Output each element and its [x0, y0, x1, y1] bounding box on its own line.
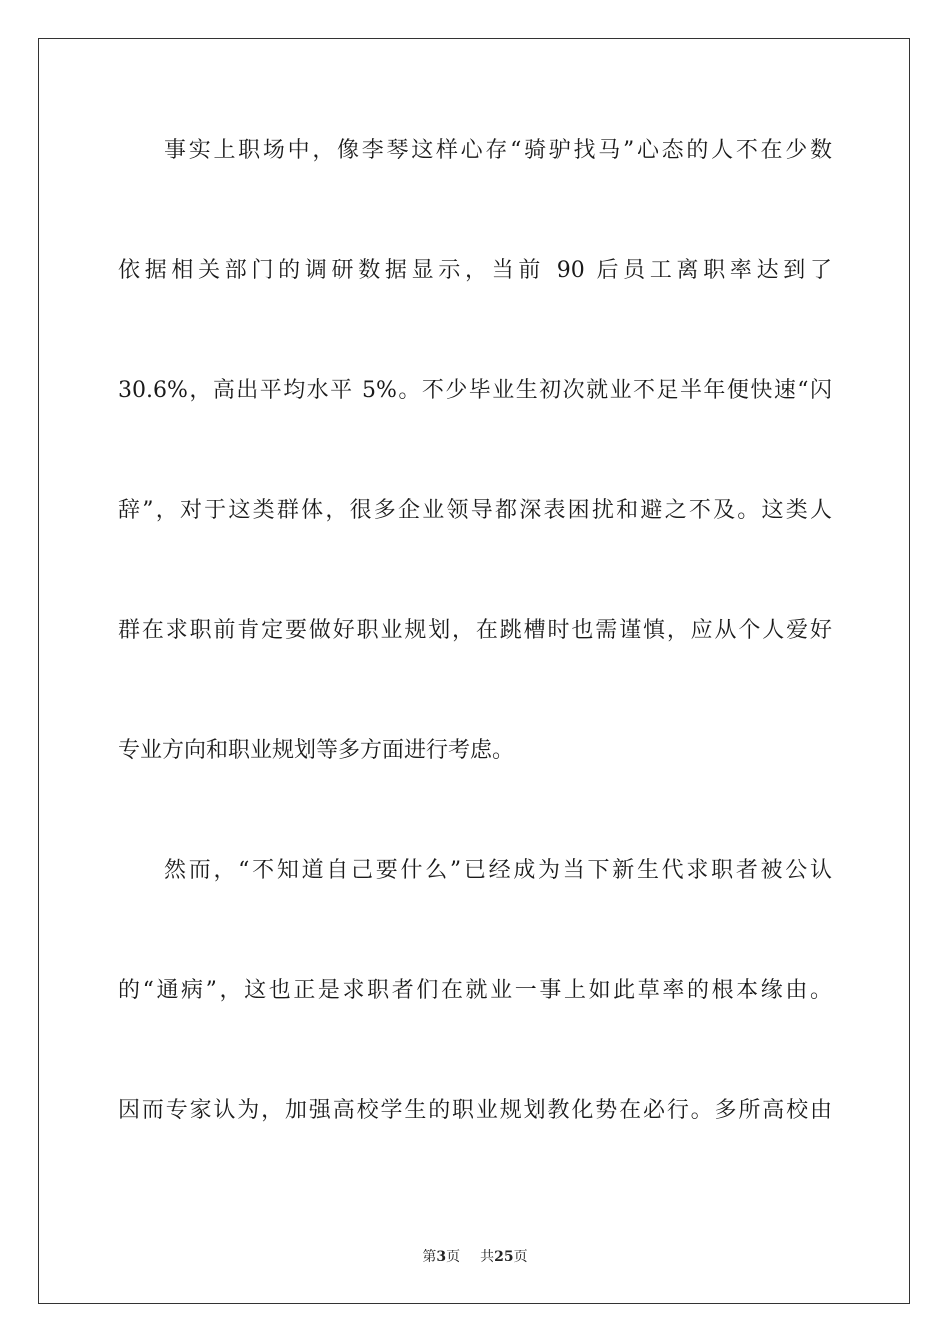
page-footer	[0, 1248, 950, 1266]
footer-total-pages: 25	[494, 1249, 514, 1265]
footer-page-prefix: 第	[422, 1249, 437, 1265]
paragraph-line-9: 因而专家认为，加强高校学生的职业规划教化势在必行。多所高校由	[118, 1098, 832, 1123]
paragraph-line-5: 群在求职前肯定要做好职业规划，在跳槽时也需谨慎，应从个人爱好	[118, 618, 832, 643]
paragraph-line-3: 30.6%，高出平均水平 5%。不少毕业生初次就业不足半年便快速“闪	[118, 378, 832, 403]
paragraph-line-2: 依据相关部门的调研数据显示，当前 90 后员工离职率达到了	[118, 258, 832, 283]
paragraph-line-1: 事实上职场中，像李琴这样心存“骑驴找马”心态的人不在少数	[164, 138, 832, 163]
footer-page-suffix: 页	[446, 1249, 461, 1265]
paragraph-line-7: 然而，“不知道自己要什么”已经成为当下新生代求职者被公认	[164, 858, 832, 883]
footer-page-number: 3	[436, 1249, 447, 1265]
paragraph-line-4: 辞”，对于这类群体，很多企业领导都深表困扰和避之不及。这类人	[118, 498, 832, 523]
footer-total-prefix: 共	[480, 1249, 495, 1265]
paragraph-line-8: 的“通病”，这也正是求职者们在就业一事上如此草率的根本缘由。	[118, 978, 832, 1003]
footer-total-suffix: 页	[513, 1249, 528, 1265]
paragraph-line-6: 专业方向和职业规划等多方面进行考虑。	[118, 738, 515, 763]
